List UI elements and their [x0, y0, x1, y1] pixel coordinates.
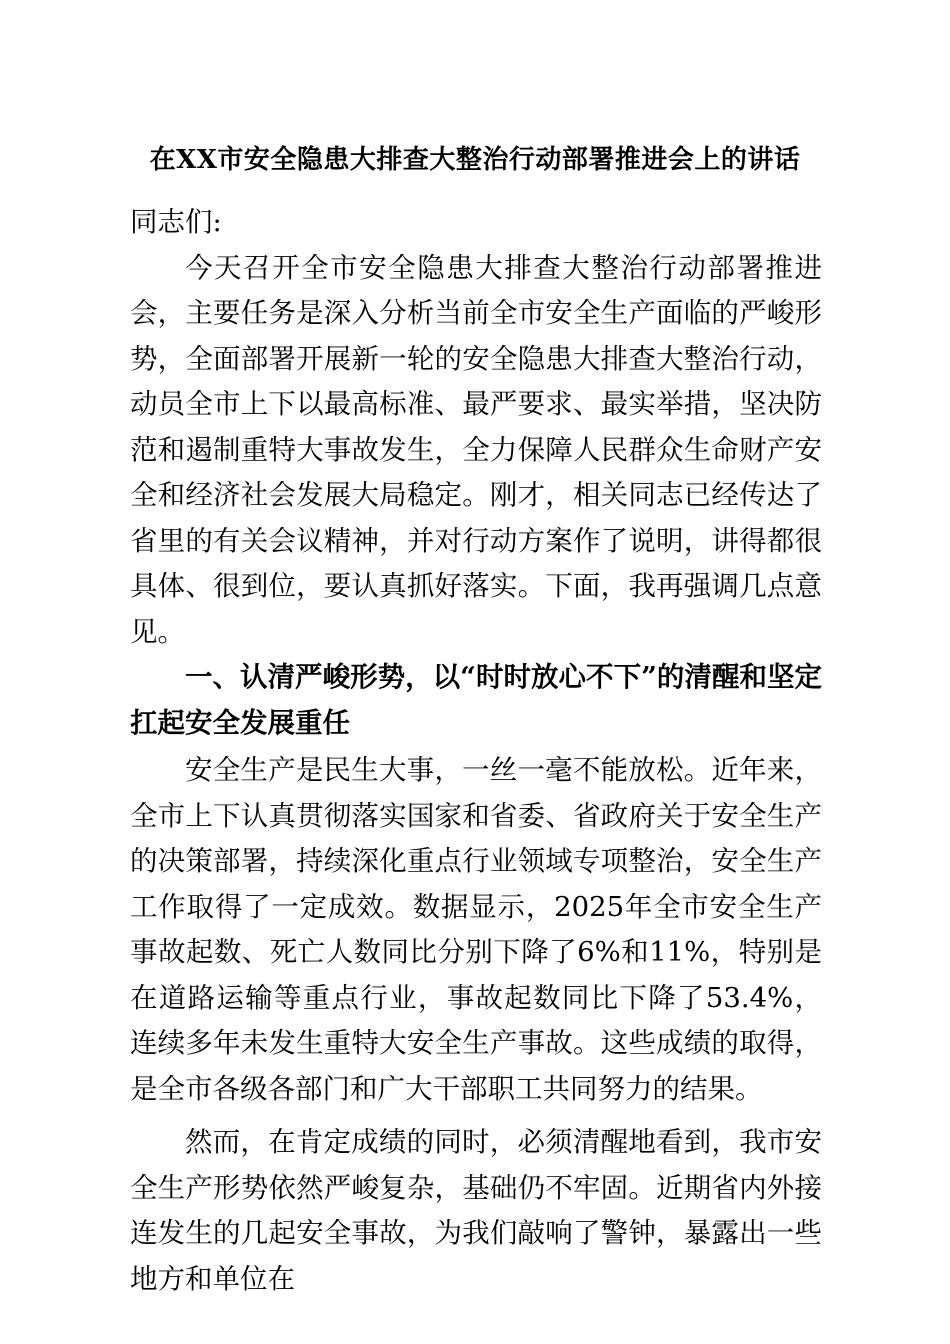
salutation: 同志们: [130, 206, 222, 238]
section-heading-1: 一、认清严峻形势，以“时时放心不下”的清醒和坚定扛起安全发展重任 [130, 661, 822, 739]
document-body [130, 200, 822, 1302]
paragraph-intro: 今天召开全市安全隐患大排查大整治行动部署推进会，主要任务是深入分析当前全市安全生产面临的严峻形势，全面部署开展新一轮的安全隐患大排查大整治行动，动员全市上下以最高标准、最严要求、最实举措，坚决防范和遏制重特大事故发生，全力保障人民群众生命财产安全和经济社会发展大局稳定。刚才，相关同志已经传达了省里的有关会议精神，并对行动方案作了说明，讲得都很具体、很到位，要认真抓好落实。下面，我再强调几点意见。 [130, 251, 822, 648]
document-title: 在XX市安全隐患大排查大整治行动部署推进会上的讲话 [149, 145, 801, 175]
paragraph-situation: 然而，在肯定成绩的同时，必须清醒地看到，我市安全生产形势依然严峻复杂，基础仍不牢固。近期省内外接连发生的几起安全事故，为我们敲响了警钟，暴露出一些地方和单位在 [130, 1126, 822, 1295]
paragraph-achievements: 安全生产是民生大事，一丝一毫不能放松。近年来，全市上下认真贯彻落实国家和省委、省政府关于安全生产的决策部署，持续深化重点行业领域专项整治，安全生产工作取得了一定成效。数据显示，2025年全市安全生产事故起数、死亡人数同比分别下降了6%和11%，特别是在道路运输等重点行业，事故起数同比下降了53.4%，连续多年未发生重特大安全生产事故。这些成绩的取得，是全市各级各部门和广大干部职工共同努力的结果。 [130, 754, 822, 1105]
